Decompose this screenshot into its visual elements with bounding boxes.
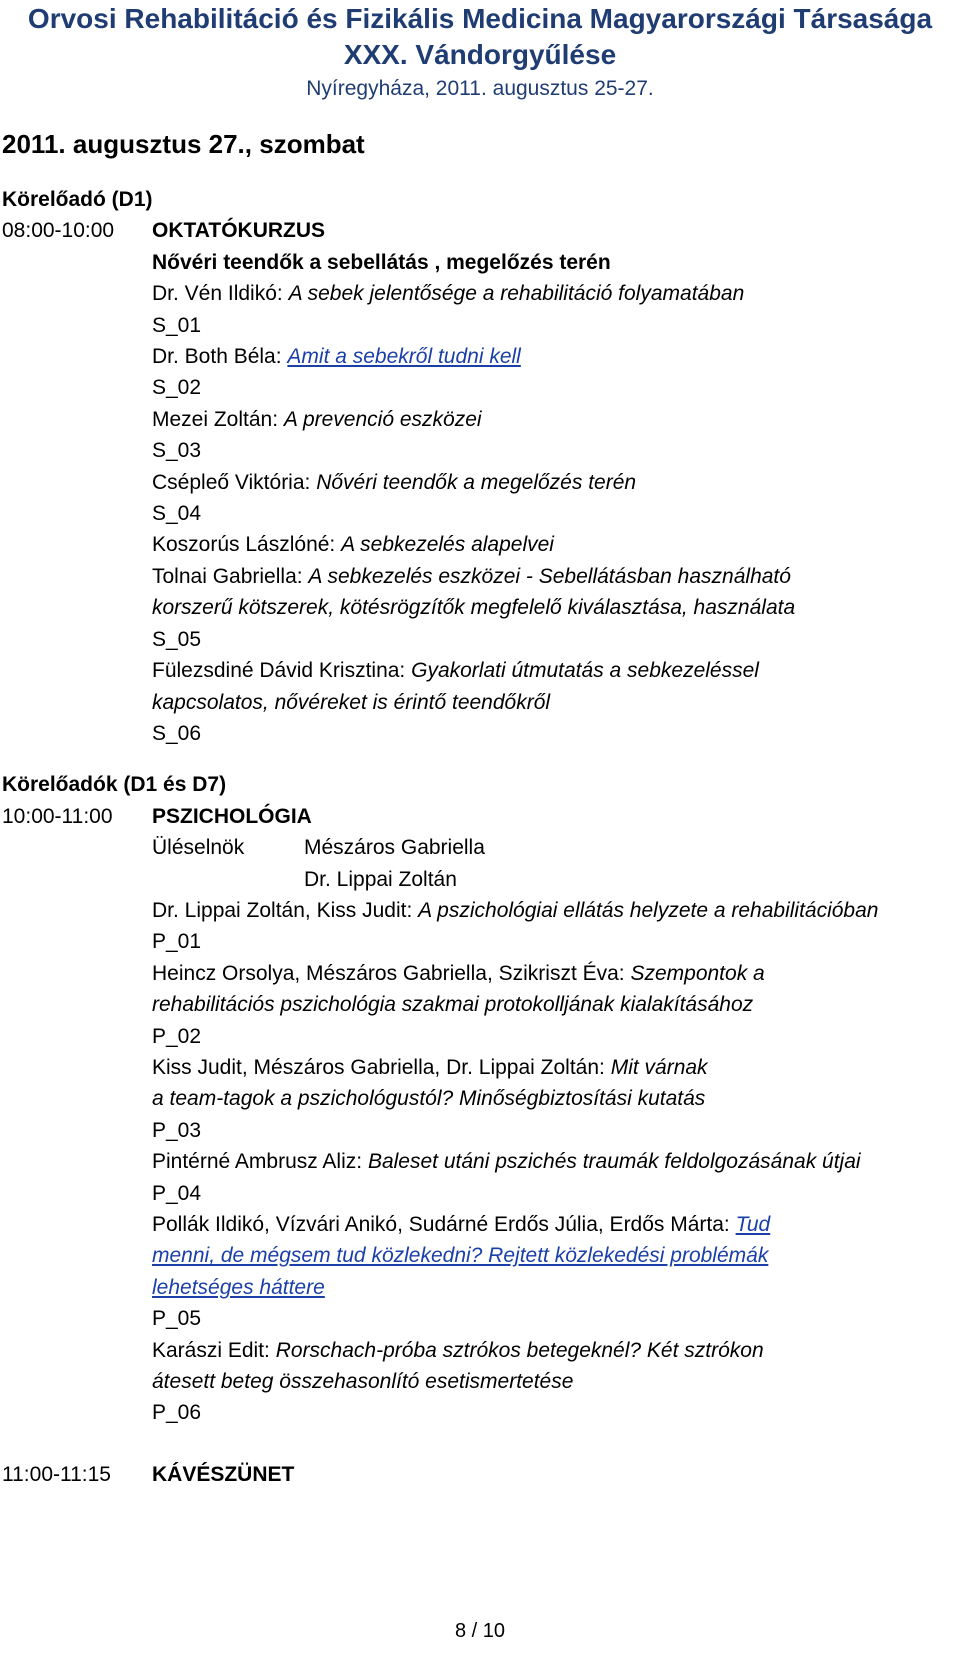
talk-title: Szempontok a xyxy=(630,961,765,985)
talk-code: S_03 xyxy=(152,439,202,463)
talk-title: Rorschach-próba sztrókos betegeknél? Két sztrókon xyxy=(275,1338,764,1362)
society-title: Orvosi Rehabilitáció és Fizikális Medicina Magyarországi Társasága xyxy=(27,3,933,34)
talk-author: Pollák Ildikó, Vízvári Anikó, Sudárné Erdős Júlia, Erdős Márta: xyxy=(152,1213,736,1236)
talk-title: Nővéri teendők a megelőzés terén xyxy=(316,470,637,494)
talk-code: P_03 xyxy=(152,1118,202,1142)
talk-author: Fülezsdiné Dávid Krisztina: xyxy=(152,659,412,683)
session-time: 08:00-10:00 xyxy=(2,219,115,243)
talk-author: Dr. Vén Ildikó: xyxy=(152,282,289,306)
talk-author: Kiss Judit, Mészáros Gabriella, Dr. Lippai Zoltán: xyxy=(152,1055,611,1079)
document-header xyxy=(0,2,960,104)
chair-name: Dr. Lippai Zoltán xyxy=(304,867,457,891)
talk-author: Mezei Zoltán: xyxy=(152,407,284,431)
session-pszich xyxy=(2,769,960,1490)
break-title: KÁVÉSZÜNET xyxy=(152,1462,295,1486)
talk-item xyxy=(152,467,960,498)
talk-item xyxy=(152,561,960,592)
talk-code: P_01 xyxy=(152,930,202,954)
talk-code: S_04 xyxy=(152,502,202,526)
talk-author: Csépleő Viktória: xyxy=(152,470,317,494)
talk-title: A prevenció eszközei xyxy=(283,407,482,431)
talk-title-link[interactable]: Tud xyxy=(735,1213,771,1236)
talk-code: P_04 xyxy=(152,1181,202,1205)
session-title: OKTATÓKURZUS xyxy=(152,219,326,243)
talk-title-cont: átesett beteg összehasonlító esetismertetése xyxy=(152,1370,574,1394)
talk-item xyxy=(152,1146,960,1177)
talk-author: Heincz Orsolya, Mészáros Gabriella, Szikriszt Éva: xyxy=(152,961,631,985)
talk-author: Koszorús Lászlóné: xyxy=(152,533,342,557)
talk-title-cont: kapcsolatos, nővéreket is érintő teendőkről xyxy=(152,690,551,714)
talk-code: P_02 xyxy=(152,1024,202,1048)
talk-title: Gyakorlati útmutatás a sebkezeléssel xyxy=(411,659,759,683)
talk-item xyxy=(152,1335,960,1366)
talk-item xyxy=(152,958,960,989)
talk-code: P_06 xyxy=(152,1401,202,1425)
talk-item xyxy=(152,655,960,686)
talk-title-link-cont[interactable]: menni, de mégsem tud közlekedni? Rejtett közlekedési problémák xyxy=(152,1244,769,1268)
talk-author: Dr. Lippai Zoltán, Kiss Judit: xyxy=(152,898,419,922)
talk-title-cont: korszerű kötszerek, kötésrögzítők megfelelő kiválasztása, használata xyxy=(152,596,796,620)
talk-item xyxy=(152,895,960,926)
talk-title: A pszichológiai ellátás helyzete a rehabilitációban xyxy=(418,898,879,922)
talk-item xyxy=(152,1209,960,1240)
break-time: 11:00-11:15 xyxy=(2,1462,111,1486)
talk-title-cont: rehabilitációs pszichológia szakmai protokolljának kialakításához xyxy=(152,993,754,1017)
session-subtitle: Nővéri teendők a sebellátás , megelőzés terén xyxy=(152,250,611,274)
room-label: Körelőadók (D1 és D7) xyxy=(2,773,227,797)
talk-title: Baleset utáni pszichés traumák feldolgozásának útjai xyxy=(367,1150,861,1174)
chair-name: Mészáros Gabriella xyxy=(304,836,485,860)
talk-item xyxy=(152,341,960,372)
talk-item xyxy=(152,529,960,560)
break-row xyxy=(2,1459,960,1490)
talk-author: Karászi Edit: xyxy=(152,1338,276,1362)
talk-code: S_01 xyxy=(152,313,202,337)
talk-title: A sebkezelés alapelvei xyxy=(341,533,554,557)
event-place-date: Nyíregyháza, 2011. augusztus 25-27. xyxy=(306,77,654,100)
session-time: 10:00-11:00 xyxy=(2,804,113,828)
talk-item xyxy=(152,404,960,435)
talk-title: Mit várnak xyxy=(610,1055,708,1079)
talk-code: S_05 xyxy=(152,627,202,651)
talk-code: S_06 xyxy=(152,721,202,745)
talk-code: P_05 xyxy=(152,1307,202,1331)
talk-code: S_02 xyxy=(152,376,202,400)
session-title: PSZICHOLÓGIA xyxy=(152,804,312,828)
talk-item xyxy=(152,1052,960,1083)
room-label: Körelőadó (D1) xyxy=(2,188,153,211)
talk-title-link[interactable]: Amit a sebekről tudni kell xyxy=(287,345,521,369)
event-title: XXX. Vándorgyűlése xyxy=(343,39,617,70)
talk-author: Pintérné Ambrusz Aliz: xyxy=(152,1150,368,1174)
talk-title: A sebek jelentősége a rehabilitáció folyamatában xyxy=(288,282,745,306)
day-heading: 2011. augusztus 27., szombat xyxy=(2,129,365,159)
page-number: 8 / 10 xyxy=(454,1620,506,1642)
talk-title-cont: a team-tagok a pszichológustól? Minőségbiztosítási kutatás xyxy=(152,1087,706,1111)
talk-title: A sebkezelés eszközei - Sebellátásban használható xyxy=(308,564,791,588)
talk-author: Dr. Both Béla: xyxy=(152,345,288,369)
chair-row xyxy=(152,832,960,863)
talk-title-link-cont[interactable]: lehetséges háttere xyxy=(152,1275,325,1299)
talk-author: Tolnai Gabriella: xyxy=(152,564,309,588)
talk-item xyxy=(152,278,960,309)
session-okt xyxy=(2,184,960,749)
chair-label: Üléselnök xyxy=(152,836,245,860)
